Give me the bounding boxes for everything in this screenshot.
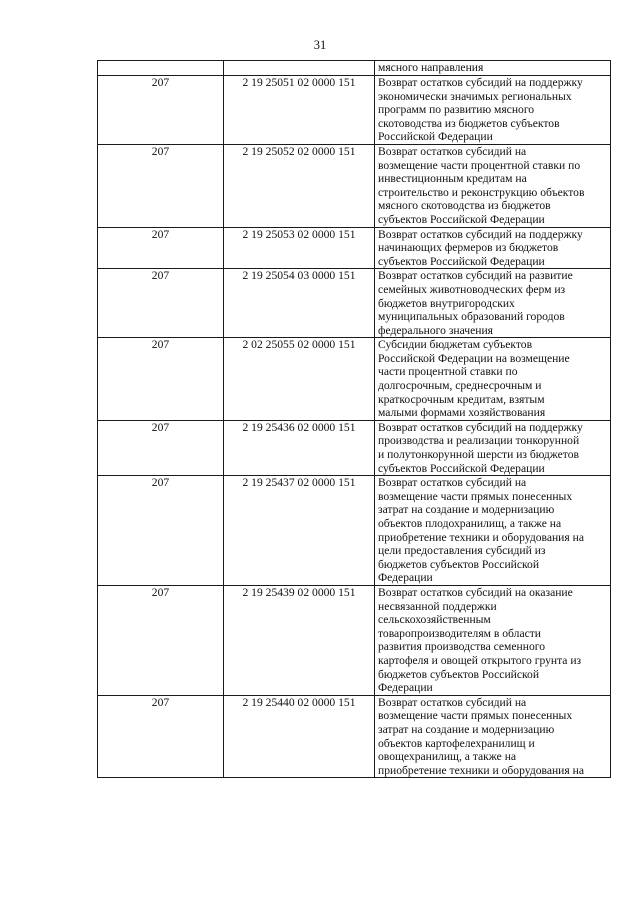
- income-name-line: Возврат остатков субсидий на поддержку: [378, 227, 583, 241]
- budget-code-cell: 2 19 25052 02 0000 151: [224, 144, 375, 227]
- income-name-line: субъектов Российской Федерации: [378, 461, 545, 475]
- table-body: [98, 61, 611, 778]
- income-name-cell: [375, 338, 611, 421]
- budget-code-cell: 2 19 25436 02 0000 151: [224, 420, 375, 475]
- admin-code-cell: [98, 61, 224, 76]
- income-name-line: части процентной ставки по: [378, 365, 518, 379]
- income-name-line: мясного направления: [378, 61, 484, 74]
- income-name-line: начинающих фермеров из бюджетов: [378, 241, 559, 255]
- income-name-cell: [375, 269, 611, 338]
- budget-code-cell: 2 19 25440 02 0000 151: [224, 695, 375, 778]
- income-name-cell: [375, 144, 611, 227]
- income-name-line: цели предоставления субсидий из: [378, 544, 546, 558]
- income-name-cell: [375, 420, 611, 475]
- income-name-line: возмещение части процентной ставки по: [378, 158, 581, 172]
- income-name-line: мясного скотоводства из бюджетов: [378, 199, 551, 213]
- income-name-line: бюджетов субъектов Российской: [378, 557, 540, 571]
- income-name-line: Возврат остатков субсидий на развитие: [378, 269, 573, 283]
- admin-code-cell: 207: [98, 695, 224, 778]
- income-name-line: сельскохозяйственным: [378, 613, 491, 627]
- income-name-cell: [375, 76, 611, 145]
- income-name-line: Возврат остатков субсидий на: [378, 144, 527, 158]
- admin-code-cell: 207: [98, 269, 224, 338]
- table-row: [98, 338, 611, 421]
- table-row: [98, 585, 611, 695]
- income-name-line: семейных животноводческих ферм из: [378, 282, 566, 296]
- income-name-line: долгосрочным, среднесрочным и: [378, 379, 542, 393]
- admin-code-cell: 207: [98, 476, 224, 586]
- income-name-line: Возврат остатков субсидий на: [378, 695, 527, 709]
- page-number: 31: [313, 38, 327, 52]
- income-name-line: приобретение техники и оборудования на: [378, 763, 584, 777]
- income-name-line: Возврат остатков субсидий на оказание: [378, 585, 573, 599]
- budget-classification-table: [97, 60, 611, 778]
- table-row: [98, 695, 611, 778]
- admin-code-cell: 207: [98, 76, 224, 145]
- income-name-line: объектов картофелехранилищ и: [378, 736, 535, 750]
- income-name-line: картофеля и овощей открытого грунта из: [378, 653, 582, 667]
- income-name-cell: [375, 227, 611, 269]
- budget-code-cell: 2 02 25055 02 0000 151: [224, 338, 375, 421]
- income-name-line: объектов плодохранилищ, а также на: [378, 517, 562, 530]
- income-name-line: овощехранилищ, а также на: [378, 750, 517, 764]
- income-name-line: Федерации: [378, 681, 433, 695]
- income-name-line: Субсидии бюджетам субъектов: [378, 338, 533, 352]
- income-name-line: краткосрочным кредитам, взятым: [378, 392, 545, 406]
- budget-code-cell: 2 19 25051 02 0000 151: [224, 76, 375, 145]
- budget-code-cell: [224, 61, 375, 76]
- income-name-cell: [375, 61, 611, 76]
- income-name-line: субъектов Российской Федерации: [378, 254, 545, 268]
- income-name-line: затрат на создание и модернизацию: [378, 503, 555, 517]
- income-name-line: возмещение части прямых понесенных: [378, 709, 573, 723]
- admin-code-cell: 207: [98, 420, 224, 475]
- income-name-line: приобретение техники и оборудования на: [378, 530, 584, 544]
- income-name-line: товаропроизводителям в области: [378, 626, 542, 640]
- budget-code-cell: 2 19 25437 02 0000 151: [224, 476, 375, 586]
- income-name-line: бюджетов внутригородских: [378, 296, 515, 310]
- table-row: [98, 420, 611, 475]
- table-row: [98, 227, 611, 269]
- income-name-line: затрат на создание и модернизацию: [378, 722, 555, 736]
- admin-code-cell: 207: [98, 338, 224, 421]
- income-name-line: федерального значения: [378, 323, 494, 337]
- table-row-continuation: [98, 61, 611, 76]
- income-name-line: экономически значимых региональных: [378, 89, 572, 103]
- income-name-line: бюджетов субъектов Российской: [378, 667, 540, 681]
- income-name-line: строительство и реконструкцию объектов: [378, 185, 585, 199]
- table-row: [98, 144, 611, 227]
- table-row: [98, 76, 611, 145]
- income-name-cell: [375, 585, 611, 695]
- income-name-line: субъектов Российской Федерации: [378, 212, 545, 226]
- income-name-line: Российской Федерации на возмещение: [378, 351, 570, 365]
- income-name-cell: [375, 695, 611, 778]
- income-name-line: Возврат остатков субсидий на: [378, 476, 527, 490]
- admin-code-cell: 207: [98, 585, 224, 695]
- income-name-line: развития производства семенного: [378, 640, 546, 654]
- budget-code-cell: 2 19 25439 02 0000 151: [224, 585, 375, 695]
- admin-code-cell: 207: [98, 227, 224, 269]
- income-name-line: возмещение части прямых понесенных: [378, 489, 573, 503]
- income-name-line: муниципальных образований городов: [378, 310, 565, 324]
- income-name-line: программ по развитию мясного: [378, 103, 535, 117]
- income-name-line: несвязанной поддержки: [378, 599, 497, 613]
- admin-code-cell: 207: [98, 144, 224, 227]
- income-name-line: инвестиционным кредитам на: [378, 172, 527, 186]
- budget-code-cell: 2 19 25054 03 0000 151: [224, 269, 375, 338]
- income-name-line: Российской Федерации: [378, 130, 493, 144]
- income-name-line: Возврат остатков субсидий на поддержку: [378, 420, 583, 434]
- income-name-line: малыми формами хозяйствования: [378, 406, 546, 420]
- income-name-line: скотоводства из бюджетов субъектов: [378, 116, 560, 130]
- income-name-line: Возврат остатков субсидий на поддержку: [378, 76, 583, 89]
- income-name-line: и полутонкорунной шерсти из бюджетов: [378, 448, 579, 462]
- budget-code-cell: 2 19 25053 02 0000 151: [224, 227, 375, 269]
- income-name-line: Федерации: [378, 571, 433, 585]
- table-row: [98, 476, 611, 586]
- income-name-line: производства и реализации тонкорунной: [378, 434, 580, 448]
- table-row: [98, 269, 611, 338]
- income-name-cell: [375, 476, 611, 586]
